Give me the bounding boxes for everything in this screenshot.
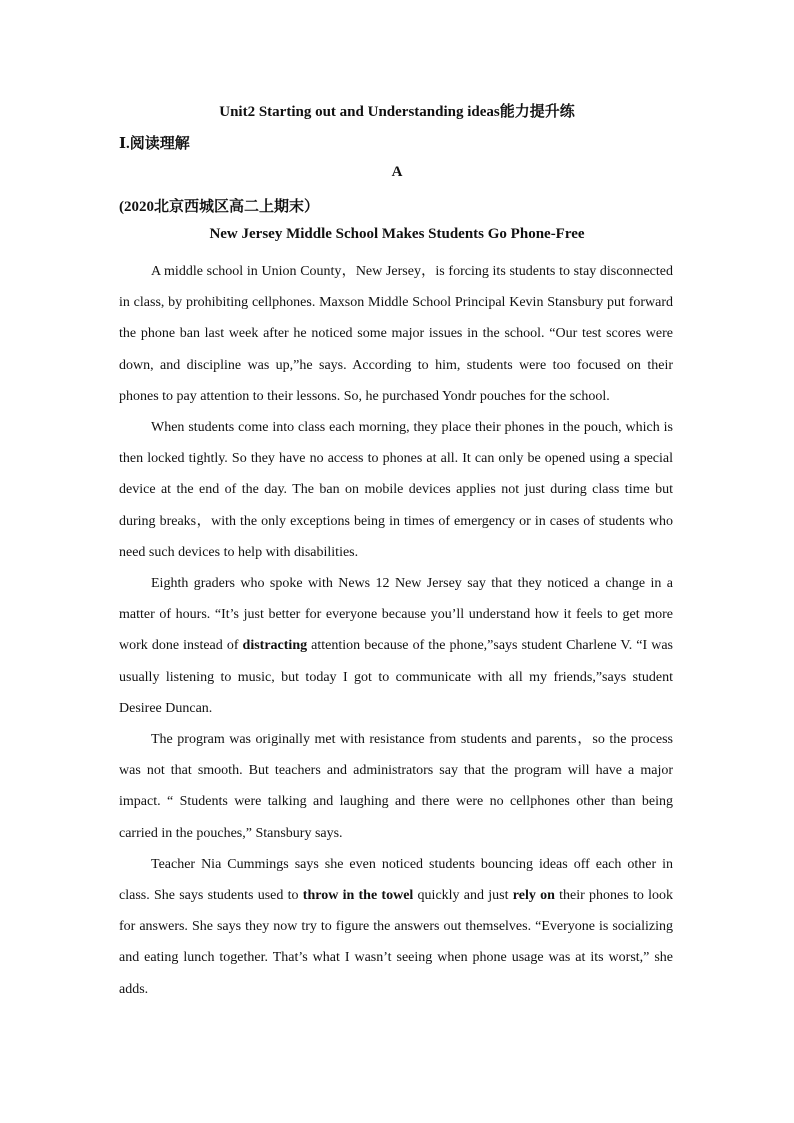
page-title: Unit2 Starting out and Understanding ideas能力提升练: [219, 104, 575, 120]
paragraph-1: [119, 256, 673, 412]
paragraph-3-text-b: attention because of the phone,”says student Charlene V. “I was usually listening to music, but today I got to communicate with all my friends,”says student Desiree Duncan.: [119, 638, 673, 716]
keyword-distracting: distracting: [242, 638, 308, 654]
keyword-rely-on: rely on: [512, 888, 555, 904]
source-note: (2020北京西城区高二上期末）: [119, 199, 319, 215]
paragraph-5: [119, 849, 673, 1005]
paragraph-1-text: A middle school in Union County，New Jersey，is forcing its students to stay disconnected in class, by prohibiting cellphones. Maxson Middle School Principal Kevin Stansbury put forward the phone ban last week after he noticed some major issues in the school. “Our test scores were down, and discipline was up,”he says. According to him, students were too focused on their phones to pay attention to their lessons. So, he purchased Yondr pouches for the school.: [119, 264, 673, 404]
paragraph-4-text: The program was originally met with resistance from students and parents，so the process was not that smooth. But teachers and administrators say that the program will have a major impact. “ Students were talking and laughing and there were no cellphones other than being carried in the pouches,” Stansbury says.: [119, 732, 673, 841]
article-title: New Jersey Middle School Makes Students Go Phone-Free: [209, 226, 585, 242]
keyword-throw-in-the-towel: throw in the towel: [302, 888, 414, 904]
paragraph-4: [119, 724, 673, 849]
article-body: [119, 256, 673, 1005]
paragraph-5-text-c: their phones to look for answers. She says they now try to figure the answers out themselves. “Everyone is socializing and eating lunch together. That’s what I wasn’t seeing when phone usage was at its worst,” she adds.: [119, 888, 673, 997]
passage-letter: A: [391, 164, 403, 180]
section-heading: Ⅰ.阅读理解: [119, 136, 190, 152]
paragraph-2-text: When students come into class each morning, they place their phones in the pouch, which is then locked tightly. So they have no access to phones at all. It can only be opened using a special device at the end of the day. The ban on mobile devices applies not just during class time but during breaks，with the only exceptions being in times of emergency or in cases of students who need such devices to help with disabilities.: [119, 420, 673, 560]
paragraph-3-text-a: Eighth graders who spoke with News 12 New Jersey say that they noticed a change in a matter of hours. “It’s just better for everyone because you’ll understand how it feels to get more work done instead of: [119, 576, 673, 654]
paragraph-5-text-a: Teacher Nia Cummings says she even noticed students bouncing ideas off each other in class. She says students used to: [119, 856, 673, 904]
paragraph-2: [119, 412, 673, 568]
paragraph-5-text-b: quickly and just: [413, 888, 513, 904]
paragraph-3: [119, 568, 673, 724]
